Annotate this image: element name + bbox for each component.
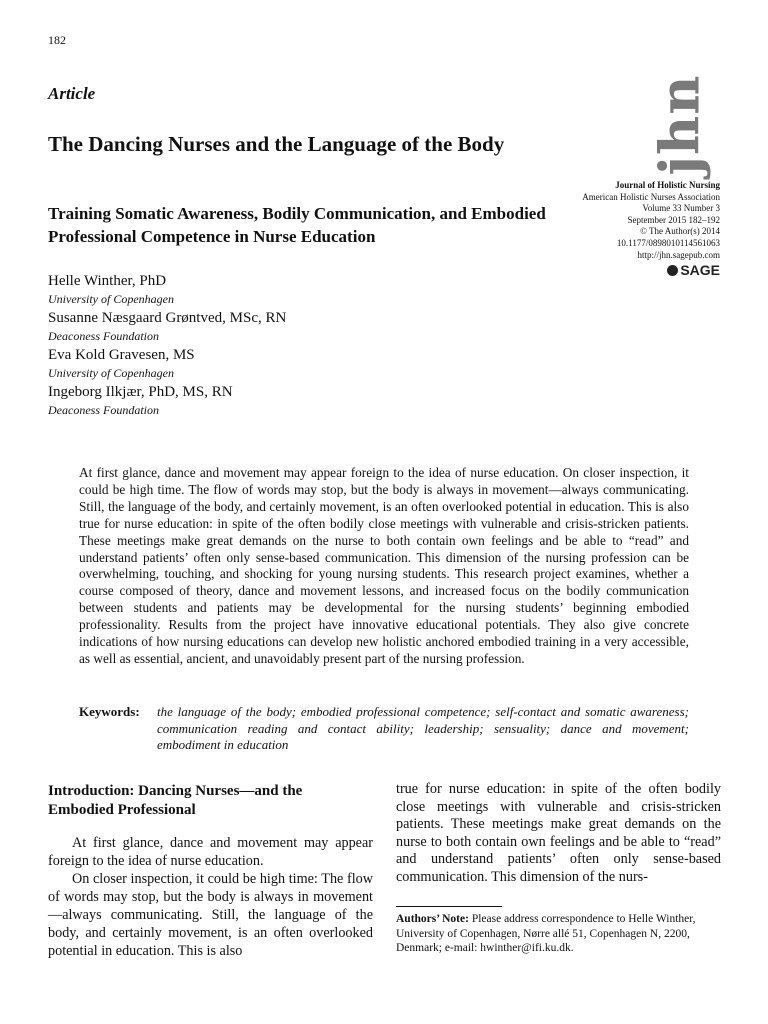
keywords [79,704,689,754]
body-paragraph: true for nurse education: in spite of the often bodily close meetings with vulnerable and crisis-stricken patients. These meetings make great demands on the nurse to both contain own feelings and be able to “read” and understand patients’ often only sense-based communication. This dimension of the nurs- [396,781,721,885]
article-title: The Dancing Nurses and the Language of the Body [48,132,505,156]
journal-volume: Volume 33 Number 3 [642,203,720,214]
keywords-text: the language of the body; embodied professional competence; self-contact and somatic awareness; communication reading and contact ability; leadership; sensuality; dance and movement; embodiment in education [157,704,689,752]
footnote-divider [396,906,502,907]
journal-logo-text: jhn [648,74,712,176]
journal-name: Journal of Holistic Nursing [615,180,720,190]
author-name: Susanne Næsgaard Grøntved, MSc, RN [48,310,287,326]
body-column-left [48,834,373,960]
author-affiliation: Deaconess Foundation [48,403,159,417]
author-affiliation: University of Copenhagen [48,366,174,380]
author-name: Helle Winther, PhD [48,273,167,289]
journal-doi[interactable]: 10.1177/0898010114561063 [616,237,720,248]
author-name: Eva Kold Gravesen, MS [48,347,195,363]
authors-note-label: Authors’ Note: [396,913,469,925]
authors-note [396,912,721,956]
journal-copyright: © The Author(s) 2014 [640,226,720,237]
section-heading: Introduction: Dancing Nurses—and the Embodied Professional [48,783,303,818]
section-label: Article [48,84,96,103]
journal-url[interactable]: http://jhn.sagepub.com [637,249,720,260]
journal-logo [640,70,720,180]
author-name: Ingeborg Ilkjær, PhD, MS, RN [48,384,233,400]
author-affiliation: University of Copenhagen [48,292,174,306]
journal-association: American Holistic Nurses Association [582,191,720,202]
body-paragraph: At first glance, dance and movement may appear foreign to the idea of nurse education. [48,835,373,869]
publisher-name: SAGE [680,262,720,278]
journal-info [510,180,720,261]
abstract: At first glance, dance and movement may appear foreign to the idea of nurse education. On closer inspection, it could be high time. The flow of words may stop, but the body is always in movement—always communicating. Still, the language of the body, and certainly movement, is an often overlooked potential in education. This is also true for nurse education: in spite of the often bodily close meetings with vulnerable and crisis-stricken patients. These meetings make great demands on the nurse to both contain own feelings and be able to “read” and understand patients’ often only sense-based communication. This dimension of the nursing profession can be overwhelming, touching, and shocking for young nursing students. This research project examines, whether a course composed of theory, dance and movement lessons, and increased focus on the bodily communication between students and patients may be developmental for the nursing students’ beginning embodied professionality. Results from the project have innovative educational potentials. They also give concrete indications of how nursing educations can develop new holistic anchored embodied training in a very accessible, as well as essential, ancient, and unavoidably present part of the nursing profession. [79,465,689,666]
author-list [48,272,448,420]
sage-mark-icon [667,265,678,276]
body-column-right [396,781,721,887]
publisher-logo [667,262,720,278]
authors-note-text: Please address correspondence to Helle Winther, University of Copenhagen, Nørre allé 51, Copenhagen N, 2200, Denmark; e-mail: hwinther@ifi.ku.dk. [396,913,696,955]
journal-date-pages: September 2015 182–192 [627,214,720,225]
keywords-label: Keywords: [79,704,140,719]
article-subtitle: Training Somatic Awareness, Bodily Communication, and Embodied Professional Competence in Nurse Education [48,204,546,246]
page-number: 182 [48,33,66,47]
body-paragraph: On closer inspection, it could be high time: The flow of words may stop, but the body is always in movement—always communicating. Still, the language of the body, and certainly movement, is an often overlooked potential in education. This is also [48,871,373,959]
author-affiliation: Deaconess Foundation [48,329,159,343]
